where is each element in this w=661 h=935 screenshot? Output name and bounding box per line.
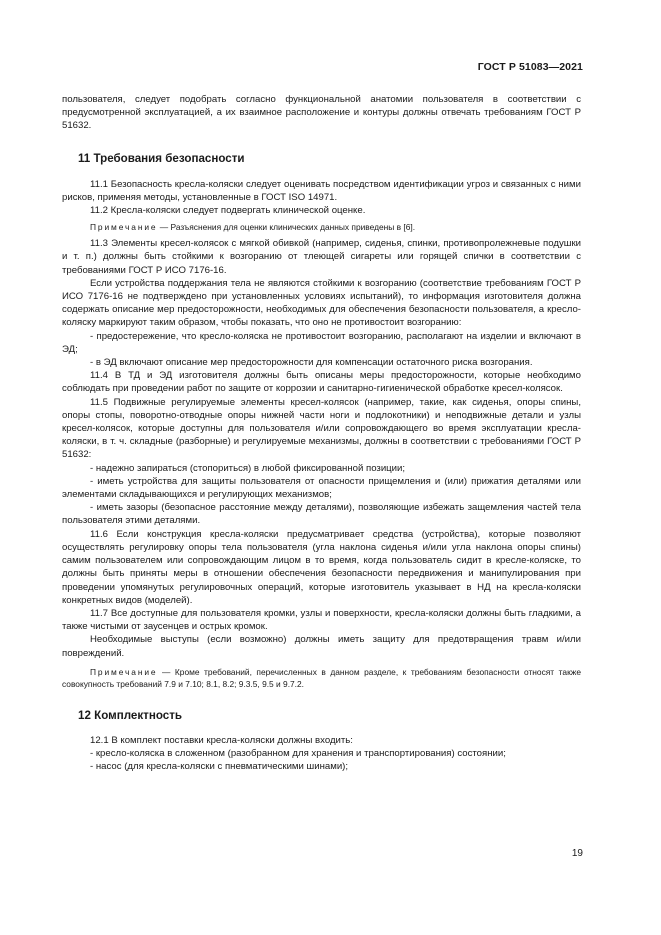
clause-11-7-protrusions: Необходимые выступы (если возможно) должны иметь защиту для предотвращения травм и/или повреждений. xyxy=(62,634,581,659)
clause-11-1: 11.1 Безопасность кресла-коляски следует оценивать посредством идентификации угроз и связанных с ними рисков, применяя методы, установленные в ГОСТ ISO 14971. xyxy=(62,178,581,203)
fire-item-1: - предостережение, что кресло-коляска не противостоит возгоранию, располагают на изделии и включают в ЭД; xyxy=(62,330,581,355)
adjust-item-3: - иметь зазоры (безопасное расстояние между деталями), позволяющие избежать защемления частей тела пользователя этими деталями. xyxy=(62,502,581,527)
kit-item-1: - кресло-коляска в сложенном (разобранном для хранения и транспортирования) состоянии; xyxy=(90,747,506,759)
kit-item-2: - насос (для кресла-коляски с пневматическими шинами); xyxy=(90,761,349,773)
adjust-item-2: - иметь устройства для защиты пользователя от опасности прищемления и (или) прижатия деталями или элементами складывающихся и регулирующих механизмов; xyxy=(62,475,581,501)
section-12-heading: 12 Комплектность xyxy=(78,708,183,722)
adjust-item-1: - надежно запираться (стопориться) в любой фиксированной позиции; xyxy=(90,462,406,474)
note-2-label: Примечание xyxy=(90,666,158,677)
section-11-heading: 11 Требования безопасности xyxy=(78,151,245,165)
note-1-text: — Разъяснения для оценки клинических данных приведены в [6]. xyxy=(157,222,416,233)
note-1-label: Примечание xyxy=(90,222,158,233)
clause-11-7: 11.7 Все доступные для пользователя кромки, узлы и поверхности, кресла-коляски должны быть гладкими, а также чистыми от заусенцев и острых кромок. xyxy=(62,607,581,633)
doc-header-id: ГОСТ Р 51083—2021 xyxy=(477,61,583,73)
fire-item-2: - в ЭД включают описание мер предосторожности для компенсации остаточного риска возгорания. xyxy=(90,357,533,369)
clause-11-2: 11.2 Кресла-коляски следует подвергать клинической оценке. xyxy=(90,205,366,217)
page-content xyxy=(62,93,581,773)
note-1 xyxy=(62,221,581,233)
clause-11-4: 11.4 В ТД и ЭД изготовителя должны быть описаны меры предосторожности, которые необходимо соблюдать при проведении работ по защите от коррозии и санитарно-гигиенической обработке кресел-колясок. xyxy=(62,370,581,395)
clause-12-1: 12.1 В комплект поставки кресла-коляски должны входить: xyxy=(90,734,353,746)
intro-paragraph: пользователя, следует подобрать согласно функциональной анатомии пользователя в соответствии с предусмотренной эксплуатацией, а их взаимное расположение и контуры должны отвечать требованиям ГОСТ Р 51632. xyxy=(62,94,581,132)
clause-11-3-fire: Если устройства поддержания тела не являются стойкими к возгоранию (соответствие требованиям ГОСТ Р ИСО 7176-16 не подтверждено при установленных условиях испытаний), то информация изготовителя должна содержать описание мер предосторожности, необходимых для обеспечения безопасности пользователя, а кресло-коляску маркируют таким образом, чтобы показать, что оно не противостоит возгоранию: xyxy=(62,277,581,329)
note-2 xyxy=(62,666,581,690)
page-number: 19 xyxy=(571,848,583,859)
clause-11-5: 11.5 Подвижные регулируемые элементы кресел-колясок (например, такие, как сиденья, опоры спины, опоры стопы, поворотно-отводные опоры нижней части ноги и подлокотники) и неподвижные детали и узлы кресел-колясок, которые доступны для пользователя и/или сопровождающего во время эксплуатации кресла-коляски, в т. ч. складные (разборные) и регулируемые механизмы, должны в соответствии с требованиями ГОСТ Р 51632: xyxy=(62,396,581,461)
clause-11-6: 11.6 Если конструкция кресла-коляски предусматривает средства (устройства), которые позволяют осуществлять регулировку опоры тела пользователя (угла наклона сиденья и/или угла наклона опоры спины) самим пользователем или сопровождающим лицом в то время, когда пользователь сидит в кресле-коляске, то должны быть приняты меры в отношении обеспечения безопасности передвижения и манипулирования при проведении упомянутых регулировочных операций, которые изготовитель указывает в НД на кресла-коляски конкретных видов (моделей). xyxy=(62,528,581,606)
clause-11-3: 11.3 Элементы кресел-колясок с мягкой обивкой (например, сиденья, спинки, противопролежневые подушки и т. п.) должны быть стойкими к возгоранию от тлеющей сигареты или горящей спички в соответствии с требованиями ГОСТ Р ИСО 7176-16. xyxy=(62,238,581,276)
note-2-text: — Кроме требований, перечисленных в данном разделе, к требованиям безопасности относят также совокупность требований 7.9 и 7.10; 8.1, 8.2; 9.3.5, 9.5 и 9.7.2. xyxy=(62,666,581,689)
